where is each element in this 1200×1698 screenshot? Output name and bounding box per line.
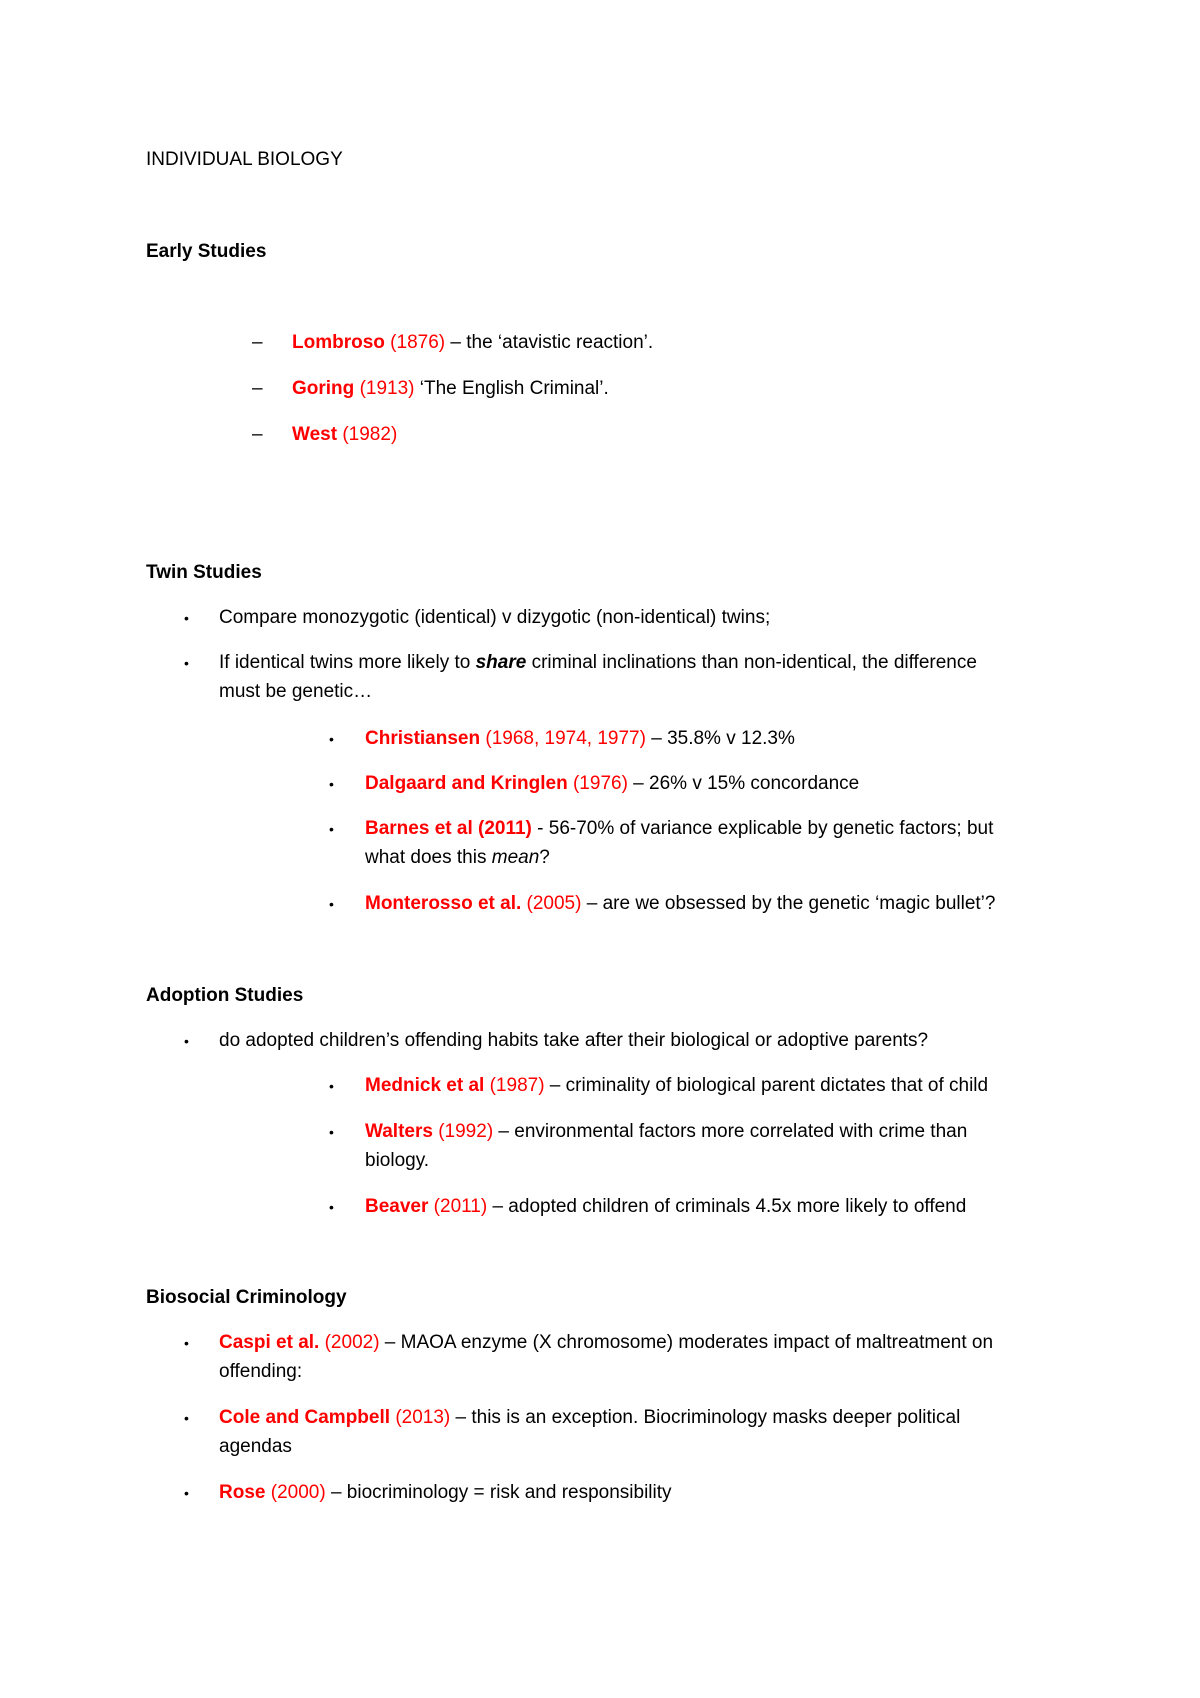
- item-text: – this is an exception. Biocriminology masks deeper political: [450, 1407, 961, 1428]
- bullet-icon: •: [184, 610, 189, 626]
- citation-author: Dalgaard and Kringlen: [365, 773, 573, 794]
- bullet-icon: •: [184, 1335, 189, 1351]
- item-text: ‘The English Criminal’.: [414, 378, 609, 399]
- citation-author: Rose: [219, 1482, 271, 1503]
- heading-adoption-studies: Adoption Studies: [146, 985, 304, 1006]
- bullet-icon: •: [329, 731, 334, 747]
- dash-bullet: –: [252, 424, 263, 445]
- item-text: do adopted children’s offending habits take after their biological or adoptive parents?: [219, 1030, 929, 1051]
- item-text: – are we obsessed by the genetic ‘magic bullet’?: [581, 893, 996, 914]
- heading-twin-studies: Twin Studies: [146, 562, 262, 583]
- bullet-icon: •: [184, 1033, 189, 1049]
- item-text: – biocriminology = risk and responsibility: [325, 1482, 672, 1503]
- item-text: criminal inclinations than non-identical, the difference: [526, 652, 977, 673]
- citation-year: (1987): [489, 1075, 545, 1096]
- item-text: Compare monozygotic (identical) v dizygotic (non-identical) twins;: [219, 607, 771, 628]
- citation-author: Lombroso: [292, 332, 391, 353]
- item-text: – adopted children of criminals 4.5x more likely to offend: [487, 1196, 967, 1217]
- item-text: If identical twins more likely to: [219, 652, 476, 673]
- citation-year: (2005): [526, 893, 582, 914]
- item-text-continued: ?: [539, 847, 550, 868]
- item-text: – the ‘atavistic reaction’.: [445, 332, 654, 353]
- emphasis-text: share: [475, 652, 527, 673]
- item-text-continued: offending:: [219, 1361, 303, 1382]
- citation-year: (2011): [433, 1196, 488, 1217]
- bullet-icon: •: [329, 821, 334, 837]
- bullet-icon: •: [329, 1124, 334, 1140]
- citation-author: Cole and Campbell: [219, 1407, 396, 1428]
- item-text-continued: what does this: [365, 847, 492, 868]
- citation-author: Monterosso et al.: [365, 893, 527, 914]
- bullet-icon: •: [184, 1410, 189, 1426]
- citation-author: Beaver: [365, 1196, 434, 1217]
- citation-year: (2000): [270, 1482, 326, 1503]
- dash-bullet: –: [252, 332, 263, 353]
- item-text-continued: agendas: [219, 1436, 292, 1457]
- citation-author: West: [292, 424, 343, 445]
- citation-author: Goring: [292, 378, 360, 399]
- item-text: – MAOA enzyme (X chromosome) moderates impact of maltreatment on: [379, 1332, 994, 1353]
- citation-year: (2002): [324, 1332, 380, 1353]
- bullet-icon: •: [329, 776, 334, 792]
- citation-author: Caspi et al.: [219, 1332, 325, 1353]
- item-text: – environmental factors more correlated with crime than: [493, 1121, 968, 1142]
- item-text-continued: biology.: [365, 1150, 430, 1171]
- citation-author: Barnes et al (2011): [365, 818, 532, 839]
- dash-bullet: –: [252, 378, 263, 399]
- bullet-icon: •: [329, 1199, 334, 1215]
- heading-biosocial-criminology: Biosocial Criminology: [146, 1287, 347, 1308]
- document-title: INDIVIDUAL BIOLOGY: [146, 149, 343, 170]
- citation-year: (1968, 1974, 1977): [485, 728, 646, 749]
- citation-year: (1876): [390, 332, 446, 353]
- citation-year: (1913): [359, 378, 415, 399]
- item-text-continued: must be genetic…: [219, 681, 373, 702]
- bullet-icon: •: [329, 1078, 334, 1094]
- item-text: - 56-70% of variance explicable by genetic factors; but: [531, 818, 994, 839]
- bullet-icon: •: [184, 655, 189, 671]
- citation-author: Christiansen: [365, 728, 486, 749]
- citation-author: Walters: [365, 1121, 439, 1142]
- bullet-icon: •: [184, 1485, 189, 1501]
- bullet-icon: •: [329, 896, 334, 912]
- citation-author: Mednick et al: [365, 1075, 490, 1096]
- emphasis-text: mean: [491, 847, 540, 868]
- citation-year: (1992): [438, 1121, 494, 1142]
- heading-early-studies: Early Studies: [146, 241, 267, 262]
- citation-year: (1982): [342, 424, 398, 445]
- item-text: – 35.8% v 12.3%: [645, 728, 795, 749]
- citation-year: (1976): [572, 773, 628, 794]
- citation-year: (2013): [395, 1407, 451, 1428]
- item-text: – criminality of biological parent dictates that of child: [544, 1075, 989, 1096]
- item-text: – 26% v 15% concordance: [627, 773, 860, 794]
